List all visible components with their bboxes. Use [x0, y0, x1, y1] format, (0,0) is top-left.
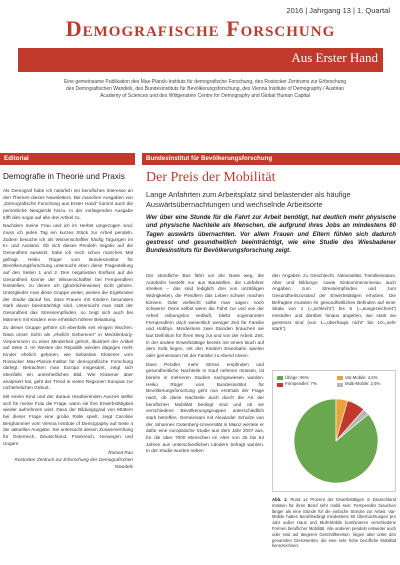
masthead-subtitle: Aus Erster Hand [291, 50, 378, 65]
editorial-paragraph: Nachdem meine Frau und ich im Herbst umgezogen sind, muss ich jeden Tag ein kurzes Stück zur Arbeit pendeln. Zudem besuche ich als Wissenschaftler häufig Tagungen im In- und Ausland. Ob sich dieses Pendeln negativ auf die Gesundheit auswirkt, habe ich mich schon manches Mal gefragt. Heiko Rüger vom Bundesinstitut für Bevölkerungsforschung untersucht eben diese Fragestellung auf den Seiten 1 und 2. Den negativsten Einfluss auf die Gesundheit konnte der Wissenschaftler bei Fernpendlern feststellen, zu denen ich (glücklicherweise) nicht gehöre. Unterglieder man diese Gruppe weiter, weisen die Ergebnisse der Studie darauf hin, dass Frauen mit Kindern besonders stark davon beeinträchtigt sind. Untersucht man statt der Gesundheit das Stressempfinden, so zeigt sich auch bei Männern mit Kindern eine erheblich höhere Belastung. [3, 223, 133, 322]
article-paragraph: Dass Pendler mehr Stress empfinden und gesundheitliche Nachteile in Kauf nehmen müssen, ist bereits in mehreren Studien nachgewiesen worden. Heiko Rüger vom Bundesinstitut für Bevölkerungsforschung geht nun erstmals der Frage nach, ob diese Nachteile auch durch die Art der beruflichen Mobilität bedingt sind und ob sie verschiedene Bevölkerungsgruppen unterschiedlich stark betreffen. Gemeinsam mit Alexander Schulze von der Johannes Gutenberg-Universität in Mainz wertete er dafür eine europäische Studie aus dem Jahr 2007 aus, für die über 7000 Menschen im Alter von 25 bis 54 Jahren aus unterschiedlichen Ländern befragt wurden. In der Studie wurden neben [146, 361, 264, 454]
article-paragraph: Der stündliche Bus fährt vor der Nase weg, die Autobahn besteht nur aus Baustellen, die Lokführer streiken – das sind lediglich drei von unzähligen Widrigkeiten, die Pendlern das Leben schwer machen können. Oder vielleicht sollte man sagen: noch schwerer. Denn selbst wenn die Fahrt zur und von der Arbeit reibungslos verläuft, bleibt sogenannten Fernpendlern doch wesentlich weniger Zeit für Familie und Hobbys. Mindestens zwei Stunden brauchen sie laut Definition für ihren Weg zur und von der Arbeit. Zeit, in der andere Erwerbstätige bereits mit einem Buch auf dem Sofa liegen, mit den Kindern Eisenbahn spielen oder gemeinsam mit der Familie zu Abend essen. [146, 273, 264, 359]
chart-legend [277, 375, 393, 388]
editorial-signature-org: Rostocker Zentrum zur Erforschung des Demografischen Wandels [14, 457, 133, 469]
legend-swatch [337, 383, 343, 387]
article-header [146, 170, 396, 255]
editorial-column [3, 172, 133, 470]
publisher-intro: Eine gemeinsame Publikation des Max-Planck-Instituts für demografische Forschung, des Rostocker Zentrums zur Erforschung des Demografischen Wandels, des Bundesinstituts für Bevölkerungsforschung, des Vienna Institute of Demography / Austrian Academy of Sciences und des Wittgenstein Centre for Demography and Global Human Capital [63, 79, 347, 99]
figure-caption [272, 497, 396, 549]
pie-chart [291, 395, 381, 487]
legend-label: Fernpendler: 7% [285, 381, 317, 387]
article-section-header: Bundesinstitut für Bevölkerungsforschung [142, 153, 400, 165]
legend-swatch [277, 376, 283, 380]
editorial-title: Demografie in Theorie und Praxis [3, 172, 125, 181]
legend-swatch [277, 383, 283, 387]
article-subhead: Lange Anfahrten zum Arbeitsplatz sind belastender als häufige Auswärtsübernachtungen und wechselnde Arbeitsorte [146, 190, 351, 209]
editorial-signature-name: Roland Rau [108, 450, 133, 456]
legend-item [277, 381, 333, 387]
legend-item [337, 381, 393, 387]
editorial-paragraph: Mit einem Kind und der daraus resultierenden Auszeit stellte sich für meine Frau die Frage, wann sie ihre Erwerbstätigkeit wieder aufnehmen wird. Dass der Bildungsgrad von Müttern bei dieser Frage eine große Rolle spielt, zeigt Caroline Berghammer vom Vienna Institute of Demography auf Seite 4 der aktuellen Ausgabe. Sie untersucht diesen Zusammenhang für Österreich, Deutschland, Frankreich, Norwegen und Ungarn. [3, 394, 133, 446]
editorial-paragraph: Als Demograf habe ich natürlich ein berufliches Interesse an den Themen dieses Newsletters. Bei manchen Ausgaben von „Demografische Forschung aus Erster Hand“ kommt auch die persönliche Neugierde hinzu. In der vorliegenden Ausgabe trifft dies sogar auf alle drei Artikel zu. [3, 187, 133, 220]
article-headline: Der Preis der Mobilität [146, 170, 276, 185]
article-body-left [146, 273, 264, 457]
article-lead: Wer über eine Stunde für die Fahrt zur Arbeit benötigt, hat deutlich mehr physische und physische Nachteile als Menschen, die aufgrund ihres Jobs an mindestens 60 Tagen auswärts übernachten. Vor allem Frauen und Eltern fühlen sich dadurch gestresst und gesundheitlich beeinträchtigt, wie eine Studie des Wiesbadener Bundesinstituts für Bevölkerungsforschung zeigt. [146, 214, 396, 255]
caption-label: Abb. 1: [272, 497, 288, 502]
issue-info: 2016 | Jahrgang 13 | 1. Quartal [286, 6, 390, 15]
caption-text: Rund 14 Prozent der Erwerbstätigen in Deutschland müssen für ihren Beruf sehr mobil sein: Fernpendler brauchen länger als eine Stunde für die einfache Strecke zur Arbeit. Var-Mobile haben berufsbedingt mindestens 60 Übernachtungen pro Jahr außer Haus und Multi-Mobile kombinieren verschiedene Formen beruflicher Mobilität. Alle anderen pendeln entweder auch oder sind auf längeren Geschäftsreisen, liegen aber unter den genannten Grenzwerten, die eine sehr hohe berufliche Mobilität kennzeichnen. [272, 497, 396, 549]
article-body-right: den Angaben zu Geschlecht, Nationalität, Familienstatus, Alter und Bildungs- sowie Einkommensniveau auch Angaben zum Stressempfinden und zum Gesundheitszustand der Erwerbstätigen erhoben. Die Befragten mussten ihr gesundheitliches Befinden auf einer Skala von 1 (=„schlecht“) bis 5 (=„ausgezeichnet“) einstufen und darüber hinaus angeben, wie stark sie gestresst sind (von 1=„überhaupt nicht“ bis 10=„sehr stark“). [272, 273, 396, 332]
legend-label: Multi-Mobile: 2,5% [345, 381, 381, 387]
editorial-section-header: Editorial [0, 153, 135, 165]
legend-label: Übrige: 86% [285, 375, 309, 380]
masthead-title: Demografische Forschung [65, 16, 336, 41]
editorial-paragraph: Zu dieser Gruppe gehöre ich ebenfalls seit einigen Wochen. Dass unser Sohn als „ehelich Geborener“ in Mecklenburg-Vorpommern zu einer Minderheit gehört, illustriert der Artikel auf Seite 3. Im Westen der Republik werden dagegen mehr Kinder ehelich geboren, wie Sebastian Klüsener vom Rostocker Max-Planck-Institut für demografische Forschung darlegt. Betrachten man Europa insgesamt, zeigt sich ebenfalls ein uneinheitliches Bild. Wie Klüsener aber analysiert hat, geht der Trend in vielen Regionen Europas zur nichtehelichen Geburt. [3, 325, 133, 391]
legend-label: Var-Mobile: 4,5% [345, 375, 378, 380]
figure-box [272, 370, 396, 492]
legend-swatch [337, 376, 343, 380]
